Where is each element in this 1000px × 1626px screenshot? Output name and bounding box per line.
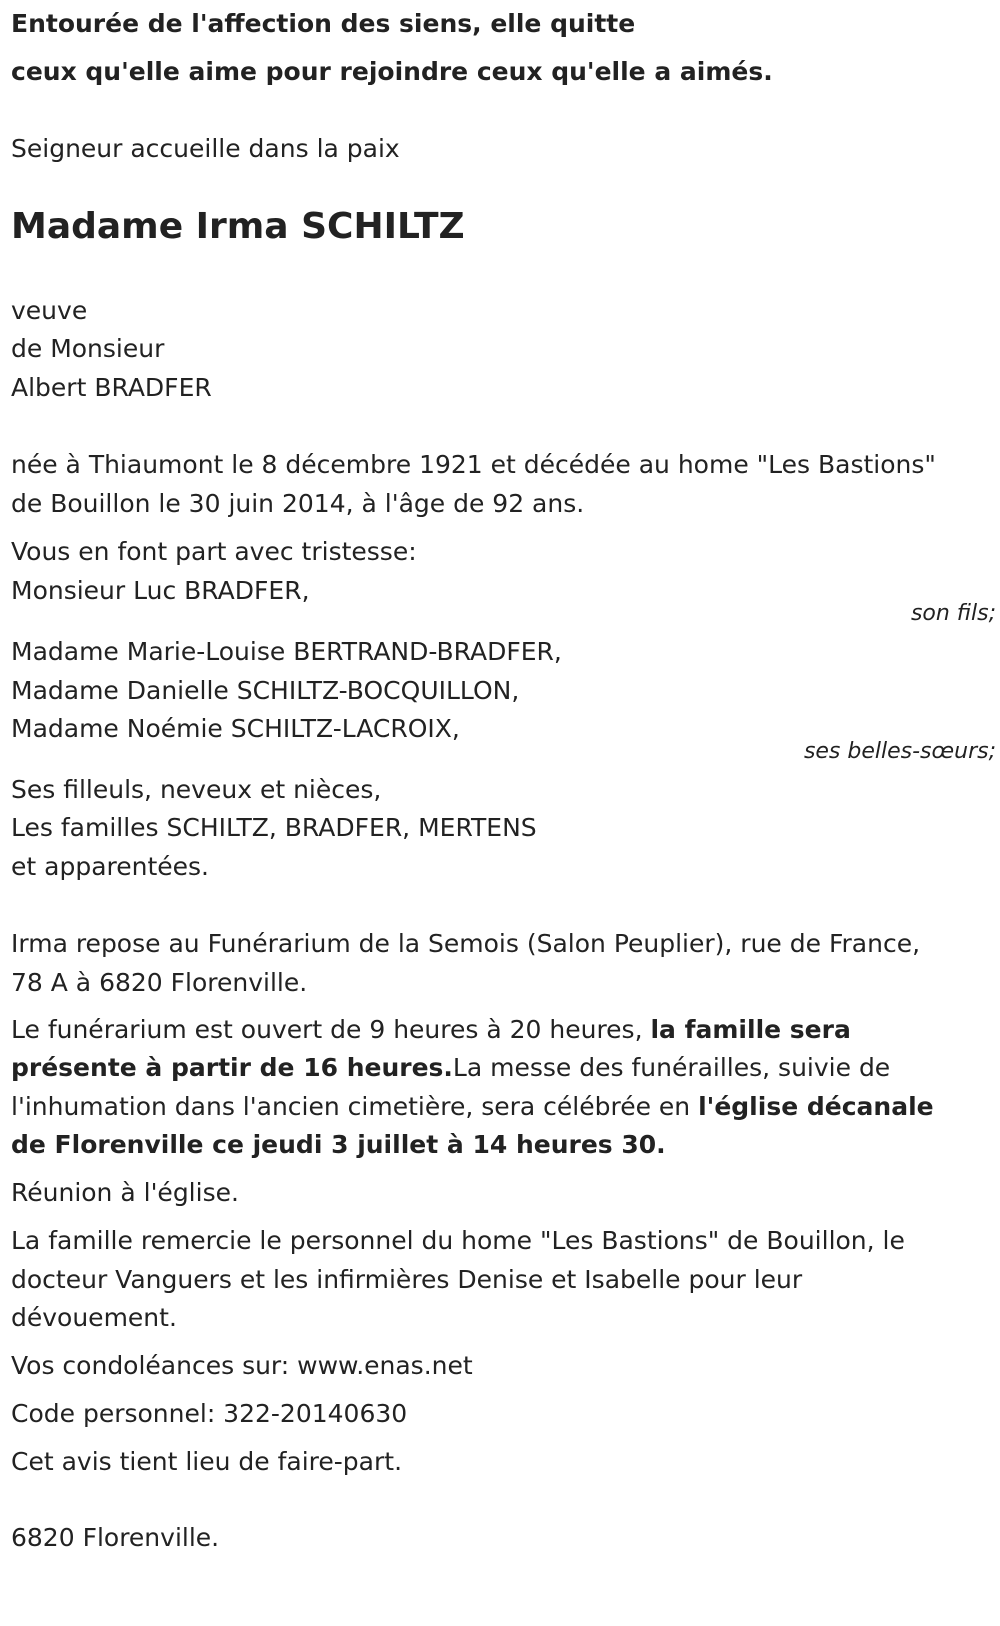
- relation-son: son fils;: [910, 601, 996, 626]
- location-text: 6820 Florenville.: [11, 1523, 220, 1552]
- sister-in-law-2: Madame Danielle SCHILTZ-BOCQUILLON,: [11, 676, 520, 705]
- header-line-2: ceux qu'elle aime pour rejoindre ceux qu'elle a aimés.: [11, 57, 773, 86]
- relation-sisters-in-law: ses belles-sœurs;: [803, 739, 996, 764]
- funeral-line-3-text: l'inhumation dans l'ancien cimetière, sera célébrée en: [11, 1092, 699, 1121]
- thanks-line-2: docteur Vanguers et les infirmières Denise et Isabelle pour leur: [11, 1265, 803, 1294]
- family-others-1: Ses filleuls, neveux et nièces,: [11, 775, 382, 804]
- reunion-text: Réunion à l'église.: [11, 1178, 239, 1207]
- sister-in-law-1: Madame Marie-Louise BERTRAND-BRADFER,: [11, 637, 562, 666]
- sister-in-law-3: Madame Noémie SCHILTZ-LACROIX,: [11, 714, 460, 743]
- funeral-line-2-bold: présente à partir de 16 heures.: [11, 1053, 453, 1082]
- widow-status-line-3: Albert BRADFER: [11, 373, 212, 402]
- funeral-line-1: [11, 1010, 851, 1050]
- funeral-line-3-bold: l'église décanale: [698, 1092, 934, 1121]
- intro-text: Seigneur accueille dans la paix: [11, 134, 400, 163]
- funeral-line-1-bold: la famille sera: [650, 1015, 851, 1044]
- birth-death-line-2: de Bouillon le 30 juin 2014, à l'âge de 92 ans.: [11, 489, 585, 518]
- widow-status-line-2: de Monsieur: [11, 334, 165, 363]
- header-line-1: Entourée de l'affection des siens, elle quitte: [11, 9, 636, 38]
- repose-line-2: 78 A à 6820 Florenville.: [11, 968, 308, 997]
- notice-text: Cet avis tient lieu de faire-part.: [11, 1447, 403, 1476]
- funeral-line-4: de Florenville ce jeudi 3 juillet à 14 heures 30.: [11, 1130, 666, 1159]
- repose-line-1: Irma repose au Funérarium de la Semois (Salon Peuplier), rue de France,: [11, 929, 921, 958]
- personal-code: Code personnel: 322-20140630: [11, 1399, 408, 1428]
- funeral-line-3: [11, 1087, 934, 1127]
- thanks-line-3: dévouement.: [11, 1303, 177, 1332]
- family-intro: Vous en font part avec tristesse:: [11, 537, 417, 566]
- condolences-link-text: Vos condoléances sur: www.enas.net: [11, 1351, 473, 1380]
- birth-death-line-1: née à Thiaumont le 8 décembre 1921 et décédée au home "Les Bastions": [11, 450, 936, 479]
- funeral-line-2-text: La messe des funérailles, suivie de: [452, 1053, 891, 1082]
- family-others-3: et apparentées.: [11, 852, 209, 881]
- widow-status-line-1: veuve: [11, 296, 88, 325]
- deceased-name: Madame Irma SCHILTZ: [11, 206, 465, 247]
- family-others-2: Les familles SCHILTZ, BRADFER, MERTENS: [11, 813, 537, 842]
- family-son: Monsieur Luc BRADFER,: [11, 576, 310, 605]
- funeral-line-2: [11, 1048, 890, 1088]
- thanks-line-1: La famille remercie le personnel du home "Les Bastions" de Bouillon, le: [11, 1226, 905, 1255]
- funeral-line-1-text: Le funérarium est ouvert de 9 heures à 20 heures,: [11, 1015, 651, 1044]
